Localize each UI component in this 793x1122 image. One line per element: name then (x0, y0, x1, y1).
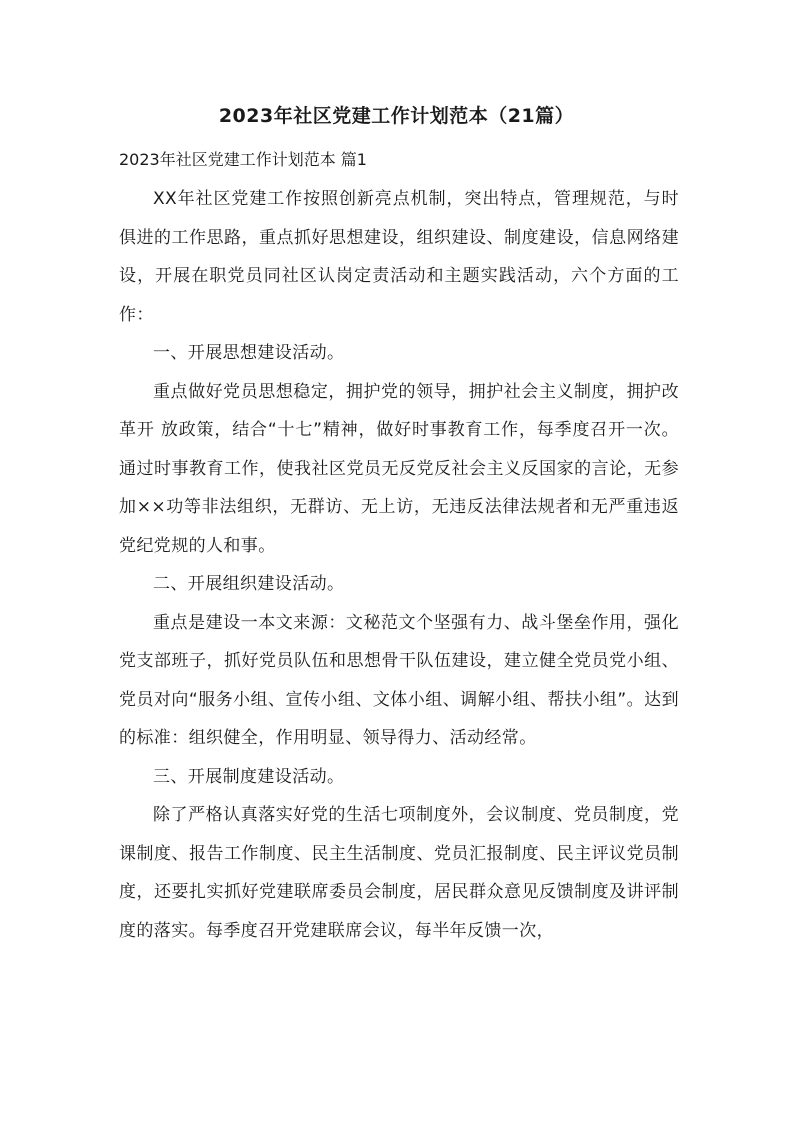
paragraph: XX年社区党建工作按照创新亮点机制，突出特点，管理规范，与时俱进的工作思路，重点抓好思想建设，组织建设、制度建设，信息网络建设，开展在职党员同社区认岗定责活动和主题实践活动，六个方面的工作： (119, 189, 679, 325)
subheading: 一、开展思想建设活动。 (153, 343, 345, 363)
section-heading: 2023年社区党建工作计划范本 篇1 (119, 150, 367, 169)
document-body (119, 180, 679, 950)
subheading: 三、开展制度建设活动。 (153, 766, 345, 787)
document-title: 2023年社区党建工作计划范本（21篇） (218, 105, 575, 127)
subheading: 二、开展组织建设活动。 (153, 574, 345, 594)
paragraph: 除了严格认真落实好党的生活七项制度外，会议制度、党员制度，党课制度、报告工作制度、民主生活制度、党员汇报制度、民主评议党员制度，还要扎实抓好党建联席委员会制度，居民群众意见反馈制度及讲评制度的落实。每季度召开党建联席会议，每半年反馈一次， (119, 805, 679, 941)
paragraph: 重点是建设一本文来源：文秘范文个坚强有力、战斗堡垒作用，强化党支部班子，抓好党员队伍和思想骨干队伍建设，建立健全党员党小组、党员对向“服务小组、宣传小组、文体小组、调解小组、帮扶小组”。达到的标准：组织健全，作用明显、领导得力、活动经常。 (119, 612, 679, 748)
paragraph: 重点做好党员思想稳定，拥护党的领导，拥护社会主义制度，拥护改革开 放政策，结合“十七”精神，做好时事教育工作，每季度召开一次。通过时事教育工作，使我社区党员无反党反社会主义反国家的言论，无参加××功等非法组织，无群访、无上访，无违反法律法规者和无严重违返党纪党规的人和事。 (119, 381, 679, 556)
